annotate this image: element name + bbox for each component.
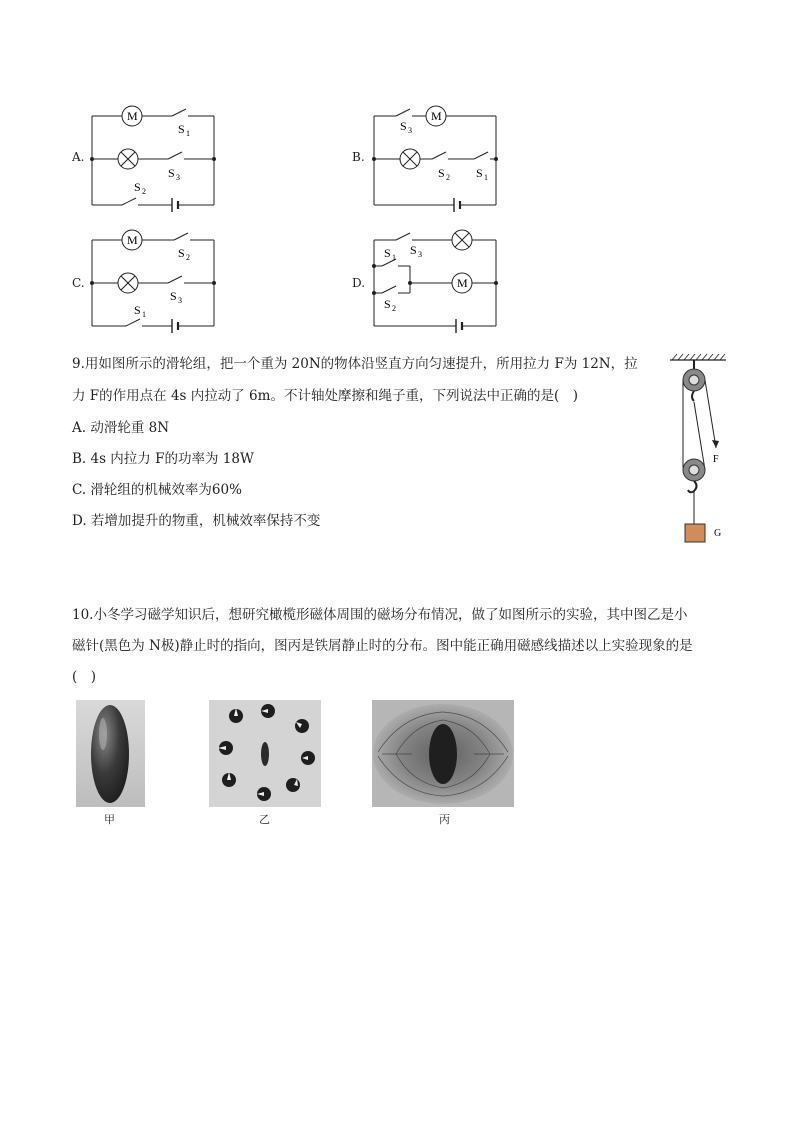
photo-olive-magnet	[76, 700, 145, 807]
svg-text:S: S	[170, 289, 177, 303]
svg-text:S: S	[476, 166, 483, 180]
q9-stem-line2: 力 F的作用点在 4s 内拉动了 6m。不计轴处摩擦和绳子重，下列说法中正确的是( )	[72, 388, 578, 404]
caption-yi: 乙	[259, 813, 270, 826]
svg-text:3: 3	[418, 250, 422, 259]
weight-label: G	[714, 528, 722, 539]
svg-text:1: 1	[392, 253, 396, 262]
option-a-letter: A.	[72, 150, 85, 164]
svg-text:3: 3	[408, 126, 412, 135]
q9-option-a: A. 动滑轮重 8N	[72, 420, 170, 436]
q10-stem-line2: 磁针(黑色为 N极)静止时的指向，图丙是铁屑静止时的分布。图中能正确用磁感线描述以上实验现象的是	[72, 638, 693, 654]
svg-text:3: 3	[178, 296, 182, 305]
svg-text:S: S	[168, 166, 175, 180]
pulley-figure	[664, 352, 734, 548]
svg-text:1: 1	[142, 310, 146, 319]
photo-iron-filings	[372, 700, 514, 807]
photo-compass-needles	[209, 700, 321, 807]
svg-text:1: 1	[484, 173, 488, 182]
option-d-letter: D.	[352, 276, 366, 290]
svg-text:2: 2	[392, 304, 396, 313]
svg-text:S: S	[134, 303, 141, 317]
circuit-c	[70, 228, 230, 338]
force-label: F	[713, 454, 719, 465]
circuit-a	[70, 104, 230, 214]
option-b-letter: B.	[352, 150, 365, 164]
option-c-letter: C.	[72, 276, 85, 290]
svg-text:S: S	[438, 166, 445, 180]
q10-stem-line3: ( )	[72, 669, 97, 685]
svg-text:S: S	[384, 297, 391, 311]
caption-jia: 甲	[104, 813, 115, 826]
q10-stem-line1: 10.小冬学习磁学知识后，想研究橄榄形磁体周围的磁场分布情况，做了如图所示的实验，其中图乙是小	[72, 607, 688, 623]
caption-bing: 丙	[439, 813, 450, 826]
svg-text:2: 2	[186, 253, 190, 262]
svg-text:S: S	[134, 180, 141, 194]
svg-text:S: S	[400, 119, 407, 133]
svg-text:M: M	[457, 276, 468, 290]
svg-text:S: S	[410, 243, 417, 257]
svg-text:M: M	[127, 233, 138, 247]
q9-stem-line1: 9.用如图所示的滑轮组，把一个重为 20N的物体沿竖直方向匀速提升，所用拉力 F为 12N，拉	[72, 356, 638, 372]
motor-label: M	[127, 109, 138, 123]
svg-text:2: 2	[142, 187, 146, 196]
svg-text:S: S	[178, 122, 185, 136]
q9-option-c: C. 滑轮组的机械效率为60%	[72, 482, 242, 498]
q9-option-d: D. 若增加提升的物重，机械效率保持不变	[72, 513, 321, 529]
svg-text:3: 3	[176, 173, 180, 182]
svg-text:1: 1	[186, 129, 190, 138]
svg-text:M: M	[431, 109, 442, 123]
circuit-b	[352, 104, 512, 214]
q9-option-b: B. 4s 内拉力 F的功率为 18W	[72, 451, 254, 467]
svg-text:2: 2	[446, 173, 450, 182]
svg-text:S: S	[178, 246, 185, 260]
svg-text:S: S	[384, 246, 391, 260]
circuit-d	[352, 228, 512, 338]
